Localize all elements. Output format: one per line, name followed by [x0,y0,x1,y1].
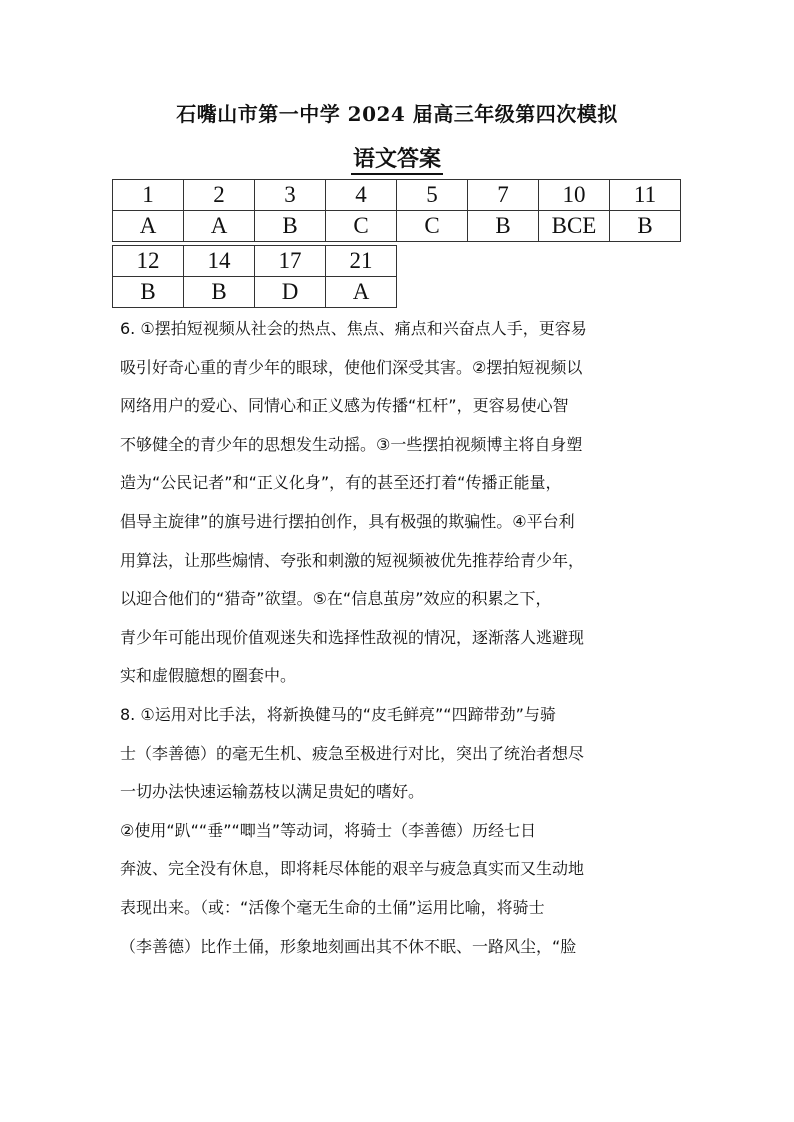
subtitle-text: 语文答案 [351,146,443,175]
question-number-cell: 2 [184,180,255,211]
answer-cell: C [326,211,397,242]
question-number-cell: 12 [113,246,184,277]
question-row [113,246,397,277]
text-line: ②使用“趴““垂”“唧当”等动词，将骑士（李善德）历经七日 [120,820,537,840]
text-line: 8. ①运用对比手法，将新换健马的“皮毛鲜亮”“四蹄带劲”与骑 [120,704,556,724]
answer-cell: A [113,211,184,242]
answer-table-1 [112,179,681,242]
text-line: 青少年可能出现价值观迷失和选择性敌视的情况，逐渐落人逃避现 [120,627,585,647]
answer-row [113,211,681,242]
question-number-cell: 1 [113,180,184,211]
question-number-cell: 7 [468,180,539,211]
answer-cell: C [397,211,468,242]
answer-cell: B [184,277,255,308]
document-subtitle [0,142,794,173]
question-number-cell: 3 [255,180,326,211]
question-number-cell: 17 [255,246,326,277]
text-line: 实和虚假臆想的圈套中。 [120,666,297,686]
answer-cell: D [255,277,326,308]
question-number-cell: 4 [326,180,397,211]
text-line: 网络用户的爱心、同情心和正义感为传播“杠杆”，更容易使心智 [120,396,569,416]
text-line: 6. ①摆拍短视频从社会的热点、焦点、痛点和兴奋点人手，更容易 [120,319,587,338]
answer-cell: B [113,277,184,308]
text-line: 造为“公民记者”和“正义化身”，有的甚至还打着“传播正能量， [120,473,562,493]
answer-cell: BCE [539,211,610,242]
text-line: 以迎合他们的“猎奇”欲望。⑤在“信息茧房”效应的积累之下， [120,589,552,609]
text-line: 奔波、完全没有休息，即将耗尽体能的艰辛与疲急真实而又生动地 [120,859,585,879]
answer-row [113,277,397,308]
question-number-cell: 11 [610,180,681,211]
document-title: 石嘴山市第一中学 2024 届高三年级第四次模拟 [176,102,618,126]
text-line: 表现出来。（或：“活像个毫无生命的土俑”运用比喻，将骑士 [120,897,545,917]
answer-cell: B [255,211,326,242]
answer-cell: A [326,277,397,308]
question-row [113,180,681,211]
text-line: 不够健全的青少年的思想发生动摇。③一些摆拍视频博主将自身塑 [120,434,583,454]
text-line: 吸引好奇心重的青少年的眼球，使他们深受其害。②摆拍短视频以 [120,357,583,377]
question-number-cell: 5 [397,180,468,211]
text-line: 士（李善德）的毫无生机、疲急至极进行对比，突出了统治者想尽 [120,743,585,763]
text-line: 倡导主旋律”的旗号进行摆拍创作，具有极强的欺骗性。④平台利 [120,511,575,531]
text-line: 一切办法快速运输荔枝以满足贵妃的嗜好。 [120,782,425,802]
answer-cell: B [468,211,539,242]
text-line: （李善德）比作土俑，形象地刻画出其不休不眠、一路风尘，“脸 [120,936,577,956]
question-number-cell: 10 [539,180,610,211]
answer-explanations [120,318,700,974]
question-number-cell: 14 [184,246,255,277]
text-line: 用算法，让那些煽情、夸张和刺激的短视频被优先推荐给青少年， [120,550,585,570]
answer-table-2 [112,245,397,308]
answer-cell: B [610,211,681,242]
answer-cell: A [184,211,255,242]
question-number-cell: 21 [326,246,397,277]
